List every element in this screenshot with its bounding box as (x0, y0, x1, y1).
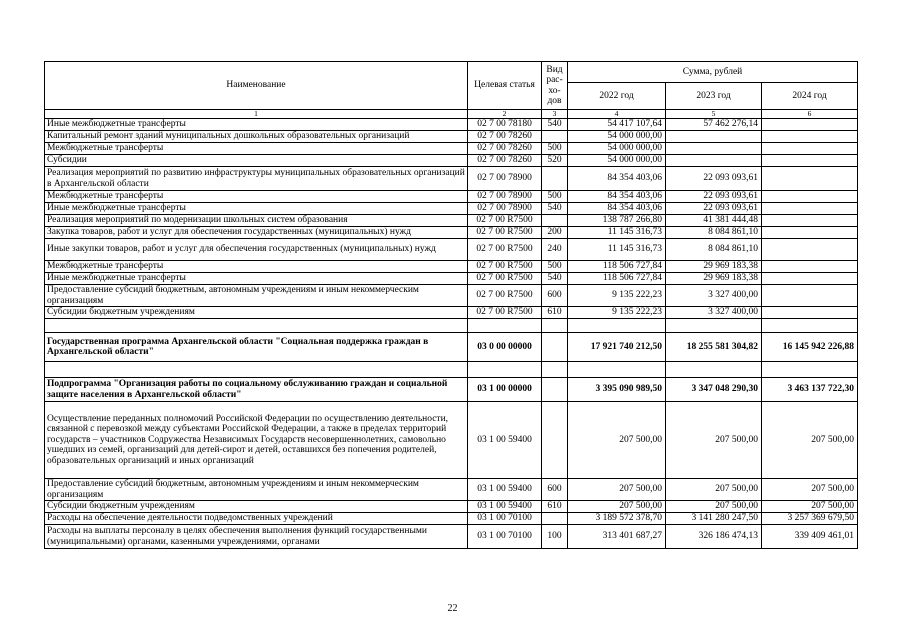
row-name: Расходы на выплаты персоналу в целях обеспечения выполнения функций государственными (муниципальными) органами, казенными учреждениями, органами (45, 525, 468, 549)
row-name: Реализация мероприятий по развитию инфраструктуры муниципальных образовательных организаций в Архангельской области (45, 167, 468, 191)
row-sum-2024 (762, 143, 858, 155)
row-expense-type: 540 (542, 273, 568, 285)
row-name: Закупка товаров, работ и услуг для обеспечения государственных (муниципальных) нужд (45, 227, 468, 239)
row-expense-type (542, 131, 568, 143)
row-target-code: 02 7 00 78260 (468, 131, 542, 143)
row-sum-2024 (762, 239, 858, 261)
column-index-row (45, 110, 858, 119)
table-row (45, 501, 858, 513)
row-sum-2024: 207 500,00 (762, 501, 858, 513)
header-year-2023: 2023 год (666, 83, 762, 110)
column-index: 4 (568, 110, 666, 119)
table-row (45, 402, 858, 479)
row-target-code: 02 7 00 R7500 (468, 285, 542, 307)
row-sum-2023: 3 327 400,00 (666, 307, 762, 319)
row-expense-type: 610 (542, 501, 568, 513)
column-index: 1 (45, 110, 468, 119)
row-expense-type: 100 (542, 525, 568, 549)
row-sum-2024: 339 409 461,01 (762, 525, 858, 549)
budget-table (44, 61, 858, 549)
table-row (45, 191, 858, 203)
row-sum-2024 (762, 215, 858, 227)
row-name: Иные межбюджетные трансферты (45, 273, 468, 285)
row-expense-type (542, 333, 568, 362)
row-expense-type: 520 (542, 155, 568, 167)
row-name: Субсидии бюджетным учреждениям (45, 501, 468, 513)
row-name: Субсидии (45, 155, 468, 167)
row-name: Капитальный ремонт зданий муниципальных дошкольных образовательных организаций (45, 131, 468, 143)
row-sum-2023: 29 969 183,38 (666, 261, 762, 273)
table-row (45, 479, 858, 501)
row-sum-2022: 138 787 266,80 (568, 215, 666, 227)
row-sum-2024 (762, 167, 858, 191)
row-target-code: 02 7 00 78900 (468, 167, 542, 191)
row-target-code: 02 7 00 78260 (468, 143, 542, 155)
row-sum-2023 (666, 319, 762, 333)
row-sum-2023 (666, 131, 762, 143)
row-sum-2023 (666, 143, 762, 155)
row-sum-2022: 118 506 727,84 (568, 261, 666, 273)
row-sum-2024 (762, 273, 858, 285)
row-name: Расходы на обеспечение деятельности подведомственных учреждений (45, 513, 468, 525)
row-sum-2022: 9 135 222,23 (568, 307, 666, 319)
row-sum-2023: 22 093 093,61 (666, 191, 762, 203)
row-sum-2023: 41 381 444,48 (666, 215, 762, 227)
column-index: 3 (542, 110, 568, 119)
row-expense-type (542, 167, 568, 191)
row-sum-2024 (762, 362, 858, 378)
row-sum-2024 (762, 319, 858, 333)
row-target-code: 02 7 00 78260 (468, 155, 542, 167)
row-expense-type: 500 (542, 191, 568, 203)
header-year-2024: 2024 год (762, 83, 858, 110)
row-sum-2022: 3 395 090 989,50 (568, 378, 666, 402)
row-sum-2023: 3 347 048 290,30 (666, 378, 762, 402)
row-sum-2022 (568, 362, 666, 378)
table-row (45, 143, 858, 155)
row-sum-2023: 29 969 183,38 (666, 273, 762, 285)
row-sum-2023: 326 186 474,13 (666, 525, 762, 549)
row-sum-2022: 84 354 403,06 (568, 203, 666, 215)
row-sum-2022: 207 500,00 (568, 479, 666, 501)
table-row (45, 319, 858, 333)
row-expense-type: 600 (542, 479, 568, 501)
row-target-code: 03 1 00 59400 (468, 402, 542, 479)
row-sum-2023: 3 327 400,00 (666, 285, 762, 307)
row-expense-type (542, 215, 568, 227)
row-sum-2024 (762, 131, 858, 143)
row-sum-2022: 313 401 687,27 (568, 525, 666, 549)
row-sum-2022: 54 000 000,00 (568, 143, 666, 155)
table-row (45, 261, 858, 273)
row-sum-2022: 54 417 107,64 (568, 119, 666, 131)
row-expense-type: 240 (542, 239, 568, 261)
row-sum-2023: 207 500,00 (666, 402, 762, 479)
row-sum-2024 (762, 307, 858, 319)
row-sum-2022: 17 921 740 212,50 (568, 333, 666, 362)
row-sum-2024: 3 257 369 679,50 (762, 513, 858, 525)
row-sum-2024 (762, 119, 858, 131)
row-sum-2022 (568, 319, 666, 333)
row-name (45, 319, 468, 333)
row-target-code: 03 1 00 00000 (468, 378, 542, 402)
header-name: Наименование (45, 62, 468, 110)
row-expense-type (542, 513, 568, 525)
row-sum-2022: 84 354 403,06 (568, 167, 666, 191)
row-name: Реализация мероприятий по модернизации школьных систем образования (45, 215, 468, 227)
row-expense-type: 500 (542, 143, 568, 155)
table-row (45, 215, 858, 227)
row-sum-2024: 207 500,00 (762, 479, 858, 501)
column-index: 6 (762, 110, 858, 119)
row-expense-type: 600 (542, 285, 568, 307)
row-expense-type: 540 (542, 203, 568, 215)
table-row (45, 285, 858, 307)
row-sum-2022: 207 500,00 (568, 402, 666, 479)
row-sum-2024 (762, 203, 858, 215)
row-target-code (468, 362, 542, 378)
row-target-code: 02 7 00 R7500 (468, 227, 542, 239)
row-target-code: 02 7 00 R7500 (468, 307, 542, 319)
header-year-2022: 2022 год (568, 83, 666, 110)
row-name: Межбюджетные трансферты (45, 143, 468, 155)
row-target-code: 02 7 00 78900 (468, 191, 542, 203)
row-sum-2022: 54 000 000,00 (568, 131, 666, 143)
row-name: Предоставление субсидий бюджетным, автономным учреждениям и иным некоммерческим организациям (45, 479, 468, 501)
header-target-article: Целевая статья (468, 62, 542, 110)
row-name (45, 362, 468, 378)
table-row (45, 525, 858, 549)
row-sum-2024: 3 463 137 722,30 (762, 378, 858, 402)
row-name: Иные межбюджетные трансферты (45, 203, 468, 215)
row-sum-2023: 18 255 581 304,82 (666, 333, 762, 362)
row-target-code: 03 1 00 70100 (468, 513, 542, 525)
row-expense-type: 610 (542, 307, 568, 319)
row-sum-2022: 118 506 727,84 (568, 273, 666, 285)
row-name: Иные закупки товаров, работ и услуг для обеспечения государственных (муниципальных) нужд (45, 239, 468, 261)
row-sum-2022: 9 135 222,23 (568, 285, 666, 307)
row-sum-2024 (762, 261, 858, 273)
row-target-code: 03 1 00 59400 (468, 501, 542, 513)
row-sum-2024 (762, 191, 858, 203)
table-row (45, 273, 858, 285)
row-name: Межбюджетные трансферты (45, 191, 468, 203)
row-target-code (468, 319, 542, 333)
row-name: Государственная программа Архангельской области "Социальная поддержка граждан в Архангельской области" (45, 333, 468, 362)
table-row (45, 513, 858, 525)
row-sum-2022: 54 000 000,00 (568, 155, 666, 167)
row-target-code: 02 7 00 R7500 (468, 239, 542, 261)
row-sum-2022: 207 500,00 (568, 501, 666, 513)
table-row (45, 167, 858, 191)
row-sum-2024 (762, 227, 858, 239)
table-row (45, 378, 858, 402)
row-name: Подпрограмма "Организация работы по социальному обслуживанию граждан и социальной защите населения в Архангельской области" (45, 378, 468, 402)
row-target-code: 03 1 00 59400 (468, 479, 542, 501)
row-sum-2023: 3 141 280 247,50 (666, 513, 762, 525)
table-row (45, 203, 858, 215)
row-name: Субсидии бюджетным учреждениям (45, 307, 468, 319)
row-sum-2023: 207 500,00 (666, 501, 762, 513)
row-sum-2023: 8 084 861,10 (666, 227, 762, 239)
page-number: 22 (447, 603, 458, 614)
column-index: 5 (666, 110, 762, 119)
row-sum-2022: 11 145 316,73 (568, 227, 666, 239)
row-sum-2024: 16 145 942 226,88 (762, 333, 858, 362)
table-row (45, 119, 858, 131)
row-expense-type (542, 378, 568, 402)
table-row (45, 227, 858, 239)
row-name: Иные межбюджетные трансферты (45, 119, 468, 131)
row-target-code: 02 7 00 78180 (468, 119, 542, 131)
row-sum-2023: 207 500,00 (666, 479, 762, 501)
row-sum-2024 (762, 155, 858, 167)
column-index: 2 (468, 110, 542, 119)
row-name: Межбюджетные трансферты (45, 261, 468, 273)
row-sum-2024: 207 500,00 (762, 402, 858, 479)
row-target-code: 02 7 00 78900 (468, 203, 542, 215)
table-row (45, 362, 858, 378)
row-sum-2023: 57 462 276,14 (666, 119, 762, 131)
row-expense-type (542, 362, 568, 378)
row-sum-2023 (666, 362, 762, 378)
row-sum-2024 (762, 285, 858, 307)
row-sum-2022: 11 145 316,73 (568, 239, 666, 261)
row-name: Предоставление субсидий бюджетным, автономным учреждениям и иным некоммерческим организациям (45, 285, 468, 307)
row-sum-2023 (666, 155, 762, 167)
table-row (45, 239, 858, 261)
row-name: Осуществление переданных полномочий Российской Федерации по осуществлению деятельности, связанной с перевозкой между субъектами Российской Федерации, а также в пределах территорий государств – участников Содружества Независимых Государств несовершеннолетних, самовольно ушедших из семей, организаций для детей-сирот и детей, оставшихся без попечения родителей, образовательных организаций и иных организаций (45, 402, 468, 479)
row-target-code: 03 0 00 00000 (468, 333, 542, 362)
row-sum-2023: 8 084 861,10 (666, 239, 762, 261)
row-target-code: 03 1 00 70100 (468, 525, 542, 549)
row-sum-2023: 22 093 093,61 (666, 203, 762, 215)
table-row (45, 307, 858, 319)
row-sum-2022: 84 354 403,06 (568, 191, 666, 203)
row-target-code: 02 7 00 R7500 (468, 261, 542, 273)
row-expense-type: 500 (542, 261, 568, 273)
row-sum-2023: 22 093 093,61 (666, 167, 762, 191)
table-body (45, 119, 858, 549)
row-expense-type: 540 (542, 119, 568, 131)
row-expense-type: 200 (542, 227, 568, 239)
row-target-code: 02 7 00 R7500 (468, 215, 542, 227)
table-row (45, 155, 858, 167)
row-expense-type (542, 402, 568, 479)
row-sum-2022: 3 189 572 378,70 (568, 513, 666, 525)
row-target-code: 02 7 00 R7500 (468, 273, 542, 285)
header-sum: Сумма, рублей (568, 62, 858, 83)
header-expense-type: Вид рас- хо- дов (542, 62, 568, 110)
table-row (45, 333, 858, 362)
row-expense-type (542, 319, 568, 333)
table-row (45, 131, 858, 143)
